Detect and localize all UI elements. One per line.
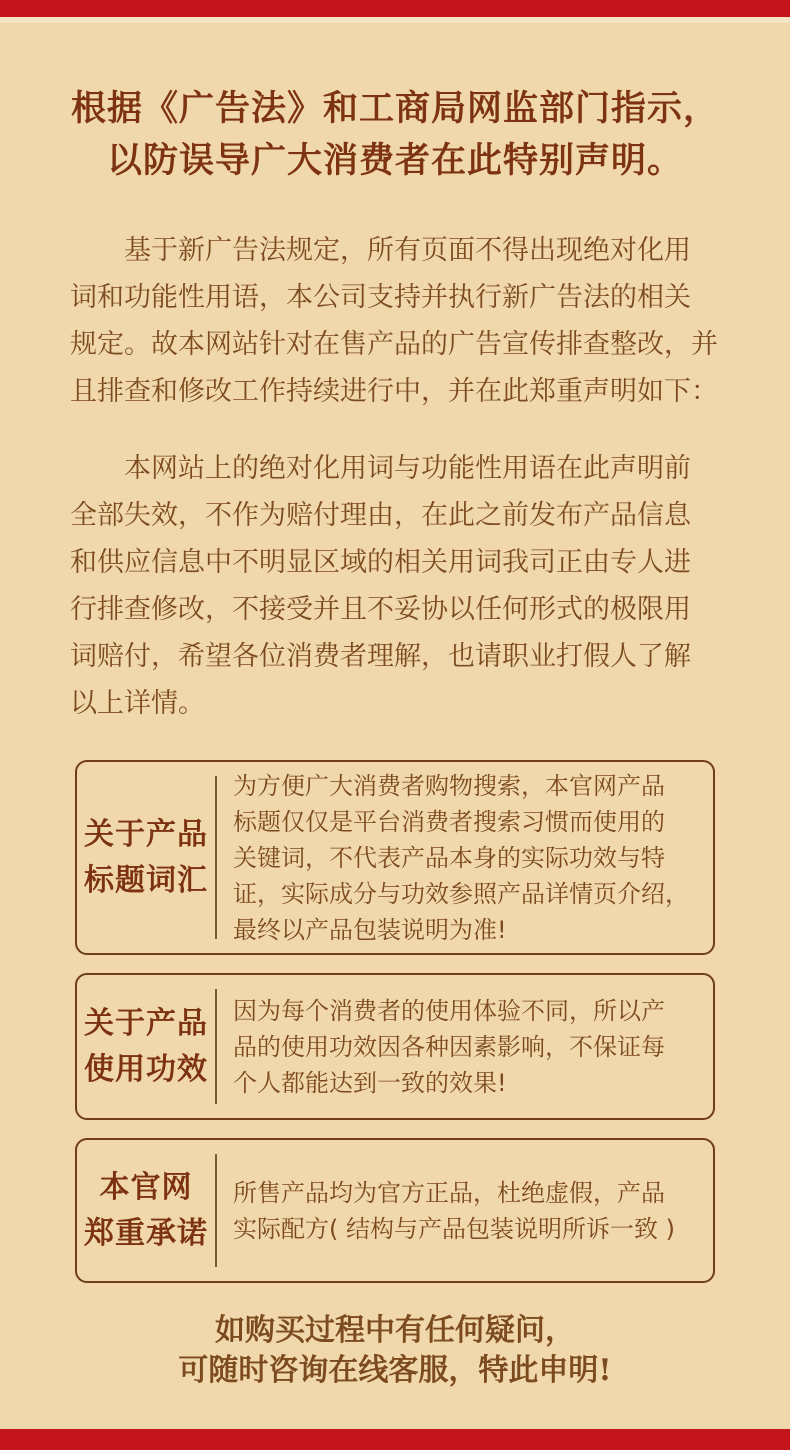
text-line: 本网站上的绝对化用词与功能性用语在此声明前 <box>124 453 691 484</box>
box-label-line: 关于产品 <box>84 1005 208 1041</box>
text-line: 为方便广大消费者购物搜索，本官网产品 <box>233 771 665 800</box>
box-label-line: 标题词汇 <box>84 862 208 898</box>
text-line: 规定。故本网站针对在售产品的广告宣传排查整改，并 <box>70 329 718 360</box>
top-light-strip <box>0 17 790 23</box>
box-label-line: 使用功效 <box>84 1051 208 1087</box>
statement-box-official-promise <box>75 1138 715 1283</box>
box-text <box>217 975 713 1118</box>
text-line: 品的使用功效因各种因素影响，不保证每 <box>233 1032 665 1061</box>
text-line: 如购买过程中有任何疑问， <box>215 1313 575 1348</box>
text-line: 行排查修改，不接受并且不妥协以任何形式的极限用 <box>70 594 691 625</box>
text-line: 词和功能性用语，本公司支持并执行新广告法的相关 <box>70 282 691 313</box>
text-line: 最终以产品包装说明为准! <box>233 915 507 944</box>
top-red-bar <box>0 0 790 17</box>
bottom-red-bar <box>0 1429 790 1450</box>
box-label-line: 郑重承诺 <box>84 1215 208 1251</box>
text-line: 可随时咨询在线客服，特此申明! <box>178 1353 612 1388</box>
text-line: 因为每个消费者的使用体验不同，所以产 <box>233 996 665 1025</box>
text-line: 且排查和修改工作持续进行中，并在此郑重声明如下： <box>70 376 718 407</box>
box-label <box>77 1140 215 1281</box>
text-line: 所售产品均为官方正品，杜绝虚假，产品 <box>233 1178 665 1207</box>
paragraph-adlaw-basis <box>70 227 720 415</box>
paragraph-invalid-terms <box>70 445 720 727</box>
statement-box-product-title-keywords <box>75 760 715 955</box>
box-label-line: 关于产品 <box>84 816 208 852</box>
box-label <box>77 762 215 953</box>
title-line: 以防误导广大消费者在此特别声明。 <box>106 140 683 181</box>
statement-boxes <box>75 760 715 1283</box>
text-line: 关键词，不代表产品本身的实际功效与特 <box>233 843 665 872</box>
text-line: 全部失效，不作为赔付理由，在此之前发布产品信息 <box>70 500 691 531</box>
title-line: 根据《广告法》和工商局网监部门指示， <box>70 88 719 129</box>
statement-box-product-usage-effect <box>75 973 715 1120</box>
footer-note <box>0 1311 790 1391</box>
box-label-line: 本官网 <box>99 1169 193 1205</box>
text-line: 标题仅仅是平台消费者搜索习惯而使用的 <box>233 807 665 836</box>
text-line: 实际配方( 结构与产品包装说明所诉一致 ) <box>233 1214 675 1243</box>
box-text <box>217 1140 713 1281</box>
text-line: 证，实际成分与功效参照产品详情页介绍， <box>233 879 689 908</box>
box-label <box>77 975 215 1118</box>
text-line: 基于新广告法规定，所有页面不得出现绝对化用 <box>124 235 691 266</box>
text-line: 词赔付，希望各位消费者理解，也请职业打假人了解 <box>70 641 691 672</box>
text-line: 个人都能达到一致的效果! <box>233 1068 507 1097</box>
box-text <box>217 762 713 953</box>
text-line: 和供应信息中不明显区域的相关用词我司正由专人进 <box>70 547 691 578</box>
text-line: 以上详情。 <box>70 688 205 719</box>
page-title <box>0 83 790 187</box>
